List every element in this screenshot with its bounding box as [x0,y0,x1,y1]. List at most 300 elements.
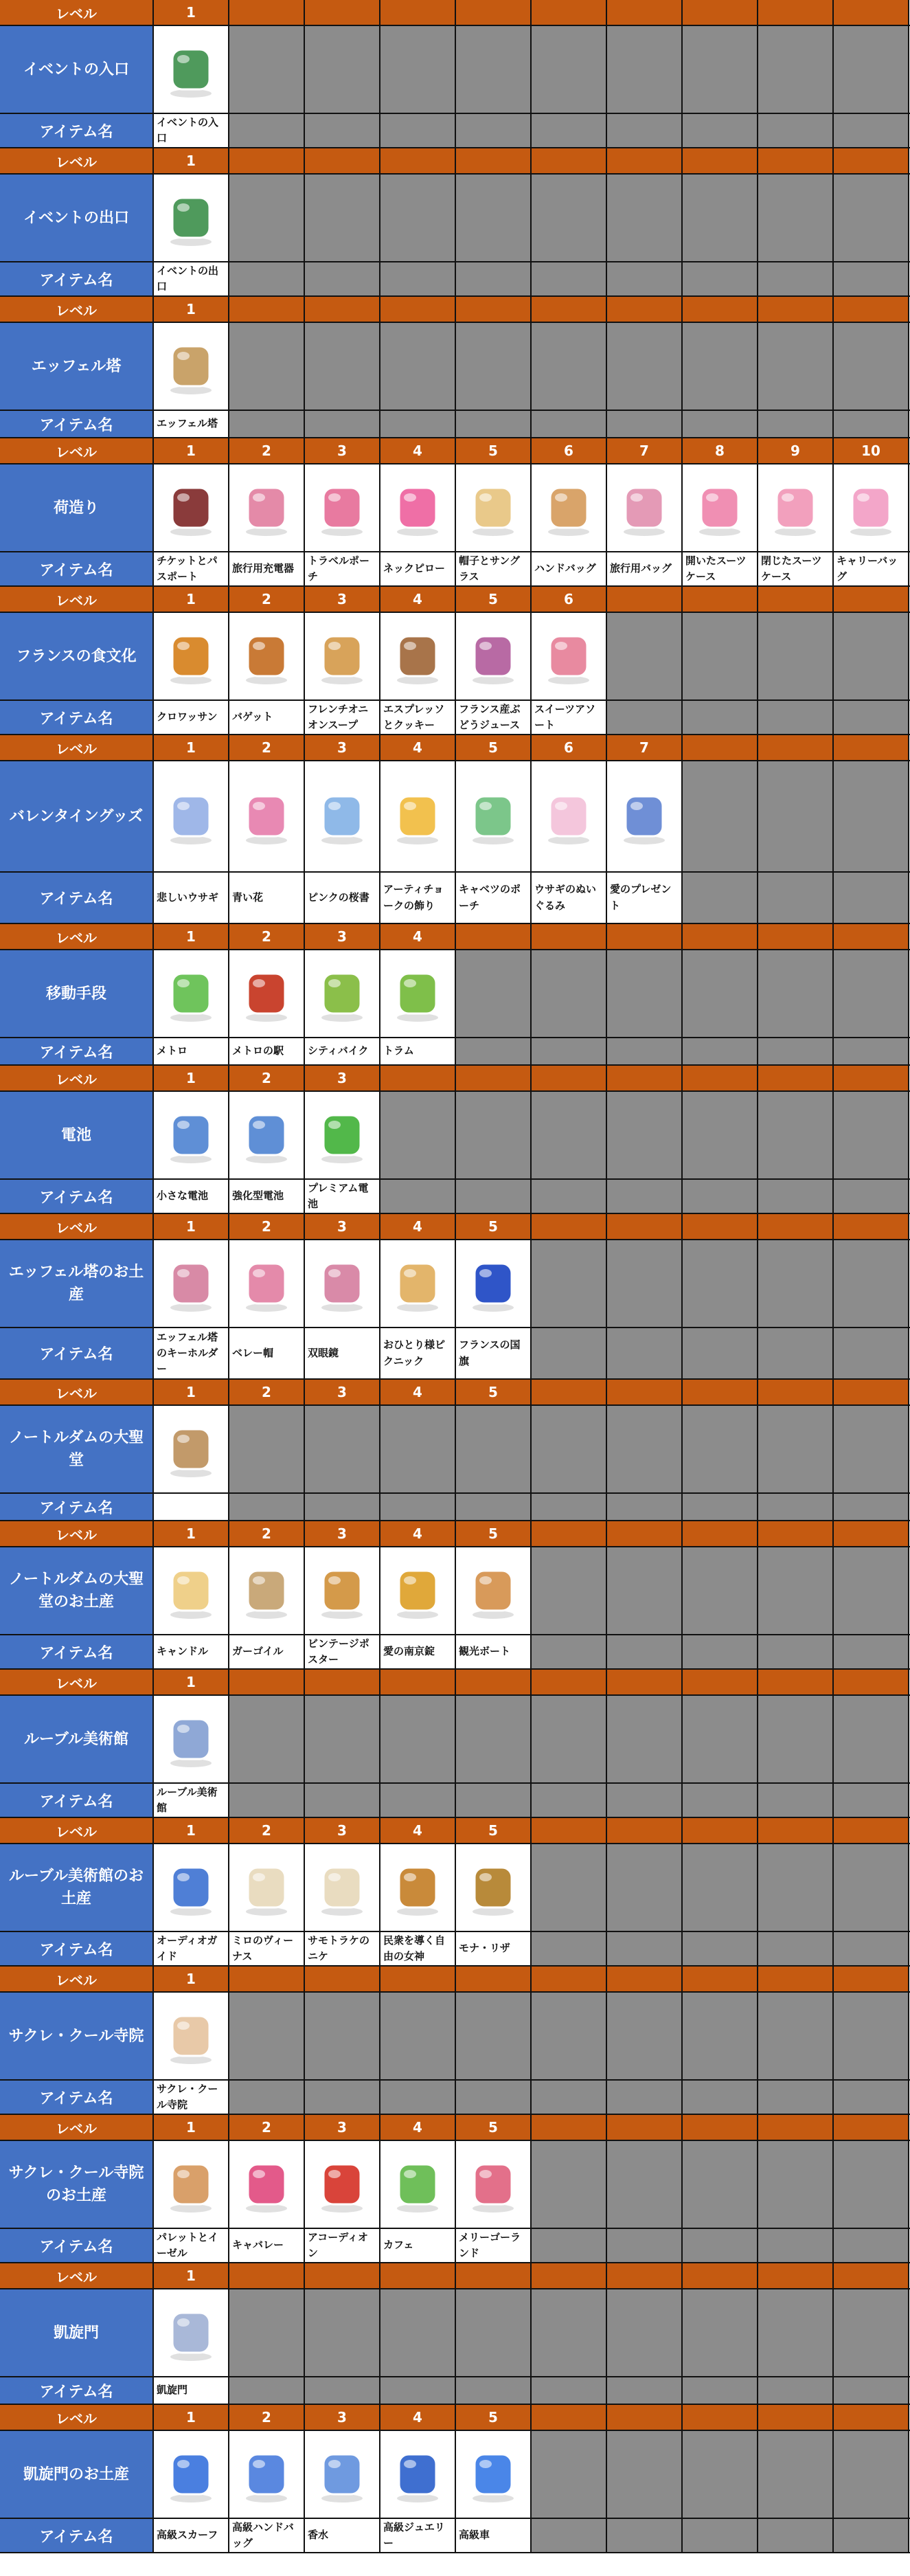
item-name-cell: 高級ハンドバッグ [229,2519,305,2552]
empty-cell [683,323,758,410]
item-name-cell [154,1494,229,1520]
empty-cell [380,2289,456,2376]
cafe-icon [387,2153,448,2215]
baguette-icon [236,625,297,687]
item-name-cell: フレンチオニオンスープ [305,701,380,734]
eiffel-tower-icon [160,335,222,397]
empty-cell [834,262,909,295]
item-name-cell: シティバイク [305,1038,380,1064]
empty-cell [380,262,456,295]
item-name-header: アイテム名 [0,552,154,585]
empty-cell [532,2141,607,2228]
empty-cell [834,2377,909,2404]
empty-cell [305,26,380,113]
item-name-row [0,411,910,438]
empty-cell [834,613,909,699]
gift-box-icon [613,785,675,847]
item-image-row [0,1092,910,1180]
empty-cell [607,411,683,437]
empty-cell [758,1696,834,1782]
level-cell: 5 [456,735,532,760]
level-row [0,148,910,175]
item-name-row [0,1635,910,1670]
item-name-header: アイテム名 [0,262,154,295]
empty-cell [532,175,607,261]
level-cell [456,1066,532,1090]
empty-cell [758,1784,834,1817]
level-cell [683,1818,758,1843]
item-image-cell [305,761,380,871]
level-cell [229,148,305,173]
empty-cell [683,1092,758,1178]
empty-cell [834,701,909,734]
empty-cell [532,2081,607,2114]
level-cell [683,1214,758,1239]
level-cell: 1 [154,1818,229,1843]
category-title: サクレ・クール寺院 [0,1993,154,2079]
level-cell [229,1670,305,1694]
level-cell [758,735,834,760]
category-title: ノートルダムの大聖堂のお土産 [0,1547,154,1634]
item-image-cell [154,2289,229,2376]
level-cell [229,297,305,322]
carousel-icon [462,2153,524,2215]
item-image-row [0,950,910,1038]
level-cell: 2 [229,1066,305,1090]
level-header: レベル [0,1214,154,1239]
item-name-header: アイテム名 [0,1932,154,1965]
empty-cell [532,2229,607,2262]
item-name-header: アイテム名 [0,2081,154,2114]
empty-cell [758,411,834,437]
category-title: 凱旋門 [0,2289,154,2376]
museum-icon [160,1708,222,1770]
level-cell [532,1066,607,1090]
level-cell [683,2263,758,2288]
level-cell [456,2263,532,2288]
empty-cell [305,411,380,437]
level-cell [834,1214,909,1239]
empty-cell [758,1038,834,1064]
empty-cell [758,175,834,261]
item-name-cell: カフェ [380,2229,456,2262]
empty-cell [229,2289,305,2376]
item-name-header: アイテム名 [0,411,154,437]
palette-icon [160,2153,222,2215]
empty-cell [834,1092,909,1178]
level-cell [758,1380,834,1404]
level-cell: 5 [456,2405,532,2430]
picnic-icon [387,1253,448,1314]
empty-cell [758,873,834,923]
empty-cell [532,2377,607,2404]
empty-cell [532,1494,607,1520]
empty-cell [456,1038,532,1064]
empty-cell [683,114,758,147]
level-cell: 7 [607,735,683,760]
level-cell: 1 [154,2115,229,2140]
level-row [0,735,910,761]
item-image-row [0,323,910,411]
empty-cell [683,2431,758,2518]
item-name-row [0,552,910,587]
level-cell [607,1818,683,1843]
item-name-cell: 愛の南京錠 [380,1635,456,1668]
category-title: フランスの食文化 [0,613,154,699]
item-name-cell: 双眼鏡 [305,1328,380,1378]
item-name-row [0,1180,910,1214]
item-image-cell [380,1547,456,1634]
level-cell [305,1670,380,1694]
item-name-cell: 悲しいウサギ [154,873,229,923]
empty-cell [834,1844,909,1931]
item-image-row [0,1240,910,1328]
item-name-cell: 青い花 [229,873,305,923]
empty-cell [758,2081,834,2114]
item-image-cell [229,1547,305,1634]
empty-cell [834,1993,909,2079]
level-cell [834,2115,909,2140]
category-title: 荷造り [0,464,154,551]
level-cell: 4 [380,587,456,612]
item-name-cell: ハンドバッグ [532,552,607,585]
empty-cell [834,1547,909,1634]
empty-cell [532,1696,607,1782]
empty-cell [683,2519,758,2552]
level-cell [532,2115,607,2140]
level-cell [532,1670,607,1694]
level-cell: 5 [456,1380,532,1404]
empty-cell [758,1494,834,1520]
sweets-icon [538,625,600,687]
level-cell: 4 [380,735,456,760]
cabaret-icon [236,2153,297,2215]
level-cell [607,148,683,173]
item-name-cell: キャンドル [154,1635,229,1668]
empty-cell [758,2431,834,2518]
empty-cell [532,1932,607,1965]
audio-guide-icon [160,1857,222,1918]
item-name-cell: 高級スカーフ [154,2519,229,2552]
empty-cell [758,761,834,871]
item-name-cell: エッフェル塔のキーホルダー [154,1328,229,1378]
gargoyle-icon [236,1560,297,1622]
empty-cell [683,701,758,734]
level-cell: 1 [154,1380,229,1404]
level-cell: 2 [229,735,305,760]
item-image-cell [154,1240,229,1327]
empty-cell [683,761,758,871]
item-image-cell [380,1844,456,1931]
empty-cell [532,950,607,1037]
empty-cell [683,873,758,923]
empty-cell [607,1038,683,1064]
empty-cell [456,1696,532,1782]
empty-cell [683,1844,758,1931]
level-cell [834,2405,909,2430]
empty-cell [532,2289,607,2376]
category-title: エッフェル塔のお土産 [0,1240,154,1327]
item-image-cell [305,1092,380,1178]
empty-cell [456,323,532,410]
level-cell: 1 [154,148,229,173]
level-cell: 4 [380,1380,456,1404]
level-cell [758,2263,834,2288]
level-cell [456,924,532,949]
level-cell [607,1066,683,1090]
rabbit-charm-icon [160,785,222,847]
level-cell: 1 [154,1066,229,1090]
category-title: バレンタイングッズ [0,761,154,871]
item-name-row [0,114,910,148]
empty-cell [380,26,456,113]
empty-cell [758,2377,834,2404]
item-name-cell: イベントの入口 [154,114,229,147]
empty-cell [834,1240,909,1327]
empty-cell [607,2141,683,2228]
item-name-cell: 閉じたスーツケース [758,552,834,585]
empty-cell [380,411,456,437]
level-cell: 5 [456,1818,532,1843]
level-cell: 3 [305,1066,380,1090]
item-name-header: アイテム名 [0,1784,154,1817]
empty-cell [607,1180,683,1213]
empty-cell [683,950,758,1037]
empty-cell [456,2081,532,2114]
item-image-cell [229,2141,305,2228]
item-image-cell [154,1406,229,1492]
level-cell: 2 [229,1214,305,1239]
level-header: レベル [0,2115,154,2140]
empty-cell [758,1635,834,1668]
level-cell [380,297,456,322]
empty-cell [456,175,532,261]
level-cell [758,924,834,949]
empty-cell [456,1180,532,1213]
level-cell: 1 [154,587,229,612]
empty-cell [834,1180,909,1213]
premium-battery-icon [311,1104,373,1166]
empty-cell [607,1494,683,1520]
empty-cell [683,1932,758,1965]
item-image-cell [456,761,532,871]
item-name-cell: 愛のプレゼント [607,873,683,923]
item-name-cell: サモトラケのニケ [305,1932,380,1965]
item-image-cell [456,1844,532,1931]
item-name-cell: ミロのヴィーナス [229,1932,305,1965]
statue-icon [236,1857,297,1918]
level-cell [834,1521,909,1546]
locket-icon [311,785,373,847]
item-image-cell [229,464,305,551]
level-cell: 2 [229,2115,305,2140]
level-cell [607,924,683,949]
empty-cell [834,323,909,410]
winged-statue-icon [311,1857,373,1918]
item-image-cell [305,1547,380,1634]
level-cell [834,1670,909,1694]
empty-cell [834,26,909,113]
item-image-cell [154,613,229,699]
empty-cell [834,1038,909,1064]
item-name-cell: パレットとイーゼル [154,2229,229,2262]
level-cell [607,297,683,322]
item-name-cell: キャリーバッグ [834,552,909,585]
empty-cell [834,2141,909,2228]
level-cell [607,1967,683,1991]
item-name-cell: チケットとパスポート [154,552,229,585]
scarf-icon [160,2443,222,2505]
empty-cell [683,1635,758,1668]
level-cell [834,2263,909,2288]
empty-cell [380,1696,456,1782]
accordion-icon [311,2153,373,2215]
cathedral-icon [160,1418,222,1480]
level-cell [834,587,909,612]
empty-cell [532,1635,607,1668]
item-name-cell: ルーブル美術館 [154,1784,229,1817]
level-cell [607,2405,683,2430]
level-cell [380,1670,456,1694]
empty-cell [683,2377,758,2404]
item-image-cell [305,950,380,1037]
level-row [0,1380,910,1406]
item-name-cell: オーディオガイド [154,1932,229,1965]
empty-cell [758,1932,834,1965]
empty-cell [683,1784,758,1817]
empty-cell [683,1240,758,1327]
empty-cell [229,1406,305,1492]
level-cell: 2 [229,438,305,463]
empty-cell [683,2141,758,2228]
empty-cell [607,114,683,147]
item-name-row [0,701,910,735]
item-name-cell: イベントの出口 [154,262,229,295]
level-cell: 3 [305,1818,380,1843]
empty-cell [758,2141,834,2228]
empty-cell [305,2377,380,2404]
item-image-cell [229,613,305,699]
level-cell [683,1967,758,1991]
empty-cell [683,175,758,261]
level-cell [683,2405,758,2430]
empty-cell [834,1494,909,1520]
item-image-cell [154,761,229,871]
level-cell [380,2263,456,2288]
item-image-row [0,1406,910,1494]
level-row [0,1818,910,1844]
item-image-row [0,761,910,873]
tram-icon [387,963,448,1024]
empty-cell [229,2081,305,2114]
empty-cell [532,1406,607,1492]
empty-cell [607,1932,683,1965]
level-cell [456,148,532,173]
empty-cell [380,1092,456,1178]
level-cell [834,297,909,322]
empty-cell [834,175,909,261]
level-header: レベル [0,297,154,322]
empty-cell [532,1784,607,1817]
level-cell: 3 [305,438,380,463]
empty-cell [834,1696,909,1782]
level-cell [758,1214,834,1239]
item-name-cell: キャベツのポーチ [456,873,532,923]
level-cell [683,1670,758,1694]
item-image-row [0,1696,910,1784]
level-cell: 6 [532,587,607,612]
empty-cell [607,1547,683,1634]
level-cell: 4 [380,2115,456,2140]
item-image-cell [607,761,683,871]
level-cell [834,1818,909,1843]
empty-cell [380,2081,456,2114]
category-title: 移動手段 [0,950,154,1037]
pouch-icon [311,477,373,539]
item-image-cell [229,1092,305,1178]
empty-cell [532,114,607,147]
level-cell [758,587,834,612]
empty-cell [758,2289,834,2376]
empty-cell [532,1038,607,1064]
level-cell [834,924,909,949]
level-cell [758,297,834,322]
empty-cell [229,1993,305,2079]
item-name-cell: 高級ジュエリー [380,2519,456,2552]
empty-cell [532,1547,607,1634]
empty-cell [607,1328,683,1378]
level-cell: 3 [305,2405,380,2430]
empty-cell [758,1328,834,1378]
empty-cell [683,411,758,437]
level-cell [683,297,758,322]
level-row [0,924,910,950]
empty-cell [834,761,909,871]
level-cell [683,735,758,760]
empty-cell [607,1240,683,1327]
empty-cell [305,1494,380,1520]
empty-cell [607,1092,683,1178]
empty-cell [758,2229,834,2262]
empty-cell [683,1038,758,1064]
level-cell: 5 [456,587,532,612]
level-cell [683,1066,758,1090]
item-image-row [0,2431,910,2519]
item-name-row [0,873,910,924]
empty-cell [305,114,380,147]
empty-cell [456,26,532,113]
item-image-cell [154,26,229,113]
level-cell [683,2115,758,2140]
level-cell: 3 [305,924,380,949]
level-row [0,2263,910,2289]
empty-cell [229,1696,305,1782]
level-cell: 1 [154,735,229,760]
empty-cell [532,323,607,410]
empty-cell [380,323,456,410]
level-cell: 6 [532,438,607,463]
empty-cell [229,1784,305,1817]
empty-cell [229,26,305,113]
item-image-cell [532,761,607,871]
item-name-cell: エッフェル塔 [154,411,229,437]
garden-arch-icon [160,38,222,100]
item-image-cell [456,613,532,699]
level-cell: 1 [154,2263,229,2288]
padlock-icon [387,1560,448,1622]
empty-cell [683,1406,758,1492]
item-name-header: アイテム名 [0,2519,154,2552]
